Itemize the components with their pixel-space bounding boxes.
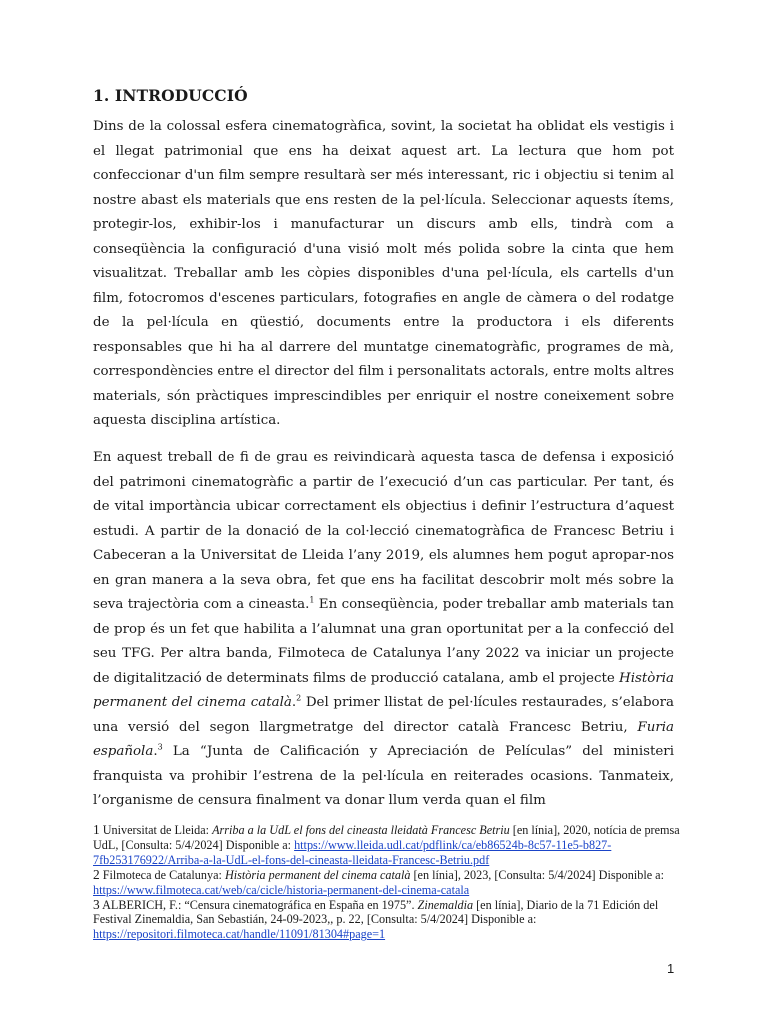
paragraph-2-text: En conseqüència, poder treballar amb materials tan de prop és un fet que habilita a l’alumnat una gran oportunitat per a la confecció del seu TFG. Per altra banda, Filmoteca de Catalunya l’any 2022 va iniciar un projecte de digitalització de determinats films de producció catalana, amb el projecte [93,597,674,686]
paragraph-2-text: . [153,744,158,759]
section-heading: 1. INTRODUCCIÓ [93,86,248,105]
footnotes [93,823,685,942]
footnote-link[interactable]: https://www.filmoteca.cat/web/ca/cicle/historia-permanent-del-cinema-catala [93,882,470,897]
footnote-text: Filmoteca de Catalunya: [99,867,225,882]
title-historia-permanent: Història permanent del cinema català [93,670,674,710]
footnote-link[interactable]: https://repositori.filmoteca.cat/handle/11091/81304#page=1 [93,927,386,942]
footnote-title: Arriba a la UdL el fons del cineasta lleidatà Francesc Betriu [212,823,510,837]
footnote-text: ALBERICH, F.: “Censura cinematográfica en España en 1975”. [99,897,418,912]
footnote-ref-1[interactable]: 1 [309,595,315,605]
footnote-title: Zinemaldia [417,897,474,912]
footnote-1 [93,823,685,868]
footnote-number: 2 [93,866,100,882]
title-furia-espanola: Furia española [93,719,674,759]
footnote-title: Història permanent del cinema català [224,867,411,882]
paragraph-2-text: La “Junta de Calificación y Apreciación de Películas” del ministeri franquista va prohibir l’estrena de la pel·lícula en reiterades ocasions. Tanmateix, l’organisme de censura finalment va donar llum verda quan el film [93,744,674,808]
footnote-number: 1 [93,822,100,837]
paragraph-2-text: En aquest treball de fi de grau es reivindicarà aquesta tasca de defensa i exposició del patrimoni cinematogràfic a partir de l’execució d’un cas particular. Per tant, és de vital importància ubicar correctament els objectius i definir l’estructura d’aquest estudi. A partir de la donació de la col·lecció cinematogràfica de Francesc Betriu i Cabeceran a la Universitat de Lleida l’any 2019, els alumnes hem pogut apropar-nos en gran manera a la seva obra, fet que ens ha facilitat descobrir molt més sobre la seva trajectòria com a cineasta. [93,450,674,612]
footnote-ref-3[interactable]: 3 [157,742,163,752]
footnote-text: [en línia], 2020, notícia de premsa UdL, [Consulta: 5/4/2024] Disponible a: [93,823,680,852]
footnote-2 [93,868,685,898]
footnote-text: Universitat de Lleida: [99,823,213,837]
footnote-3 [93,898,685,943]
paragraph-1: Dins de la colossal esfera cinematogràfica, sovint, la societat ha oblidat els vestigis i el llegat patrimonial que ens ha deixat aquest art. La lectura que hom pot confeccionar d'un film sempre resultarà ser més interessant, ric i objectiu si tenim al nostre abast els materials que ens resten de la pel·lícula. Seleccionar aquests ítems, protegir-los, exhibir-los i manufacturar un discurs amb ells, tindrà com a conseqüència la configuració d'una visió molt més polida sobre la cinta que hem visualitzat. Treballar amb les còpies disponibles d'una pel·lícula, els cartells d'un film, fotocromos d'escenes particulars, fotografies en angle de càmera o del rodatge de la pel·lícula en qüestió, documents entre la productora i els diferents responsables que hi ha al darrere del muntatge cinematogràfic, programes de mà, correspondències entre el director del film i personalitats actorals, entre molts altres materials, són pràctiques imprescindibles per enriquir el nostre coneixement sobre aquesta disciplina artística. [93,119,674,428]
paragraph-2 [93,446,674,814]
footnote-link[interactable]: https://www.lleida.udl.cat/pdflink/ca/eb86524b-8c57-11e5-b827-7fb253176922/Arriba-a-la-UdL-el-fons-del-cineasta-lleidata-Francesc-Betriu.pdf [93,837,612,867]
paragraph-2-text: Del primer llistat de pel·lícules restaurades, s’elabora una versió del segon llargmetratge del director català Francesc Betriu, [93,695,674,735]
footnote-text: [en línia], 2023, [Consulta: 5/4/2024] Disponible a: [410,867,664,882]
page-number: 1 [667,961,675,976]
footnote-text: [en línia], Diario de la 71 Edición del Festival Zinemaldia, San Sebastián, 24-09-2023,, p. 22, [Consulta: 5/4/2024] Disponible a: [93,897,659,927]
footnote-ref-2[interactable]: 2 [296,693,302,703]
paragraph-2-text: . [291,695,297,710]
footnote-number: 3 [93,896,100,912]
